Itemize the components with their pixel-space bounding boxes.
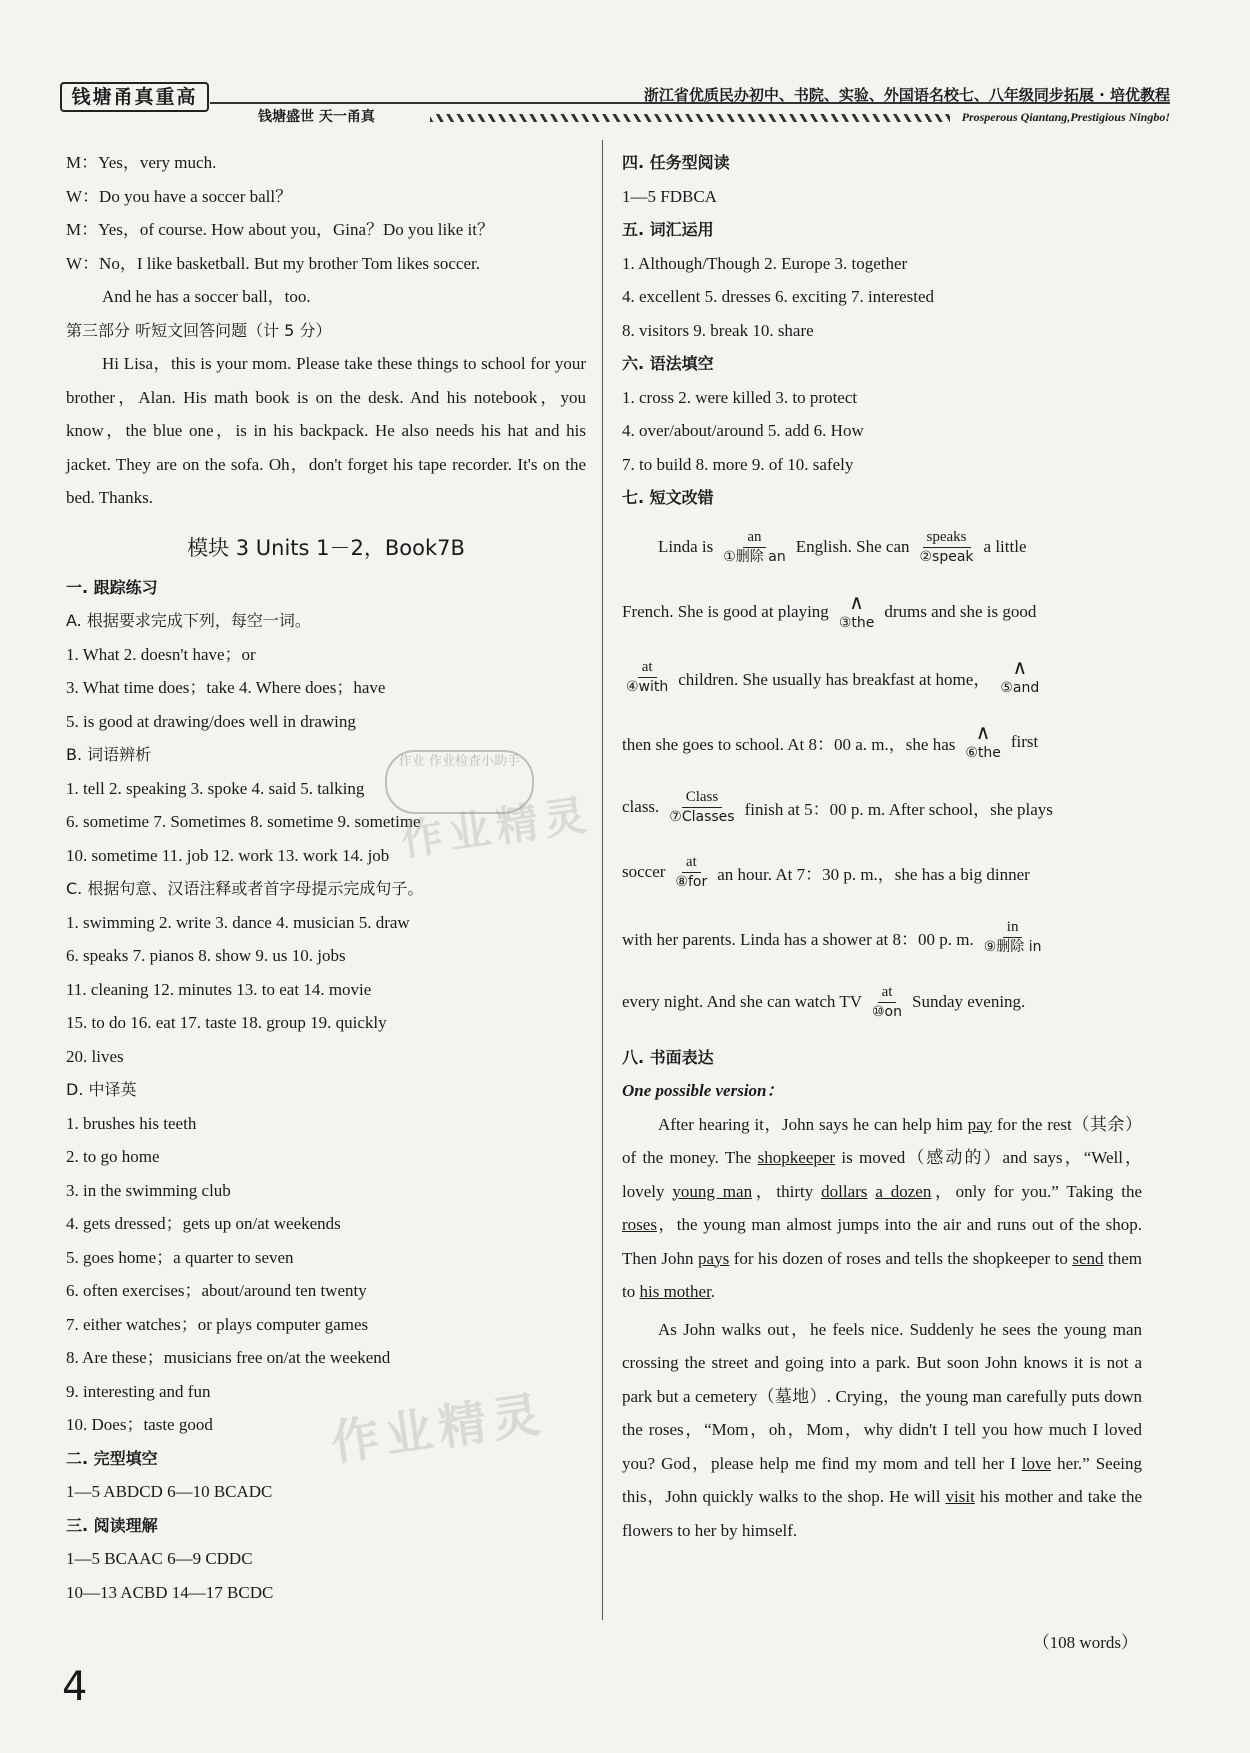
answer-line: 9. interesting and fun (66, 1381, 211, 1401)
correction-mark: $\frac{at}{\text{⑧for}}$ (675, 853, 708, 890)
correction-mark: ∧ ⑤and (1000, 656, 1040, 696)
word-count: （108 words） (1032, 1633, 1138, 1652)
subsection-heading: A. 根据要求完成下列，每空一词。 (66, 611, 311, 630)
section-heading: 三. 阅读理解 (66, 1515, 158, 1535)
correction-passage (622, 515, 1142, 1035)
section-heading: 一. 跟踪练习 (66, 577, 158, 597)
answer-line: 4. gets dressed；gets up on/at weekends (66, 1214, 341, 1233)
series-logo: 钱塘甬真重高 (60, 82, 209, 112)
essay-paragraph: As John walks out，he feels nice. Suddenly he sees the young man crossing the street and going into a park. But soon John knows it is not a park but a cemetery（墓地）. Crying，the young man carefully puts down the roses，“Mom，oh，Mom，why didn't I tell you how much I loved you? God，please help me find my mom and tell her I love her.” Seeing this，John quickly walks to the shop. He will visit his mother and take the flowers to her by himself. (622, 1319, 1143, 1540)
section-heading: 六. 语法填空 (622, 354, 714, 373)
section-heading: 七. 短文改错 (622, 488, 714, 507)
correction-line: soccer $\frac{at}{\text{⑧for}}$ an hour. At 7：30 p. m.，she has a big dinner (622, 853, 1030, 890)
module-title: 模块 3 Units 1－2，Book7B (187, 535, 465, 560)
answer-line: 1. brushes his teeth (66, 1113, 197, 1133)
answer-line: 7. either watches；or plays computer games (66, 1314, 369, 1334)
answer-line: 11. cleaning 12. minutes 13. to eat 14. movie (66, 979, 372, 999)
dialogue-line: And he has a soccer ball，too. (102, 287, 311, 306)
correction-line: with her parents. Linda has a shower at 8：00 p. m. $\frac{in}{\text{⑨删除 in}}$ (622, 905, 1142, 970)
answer-line: 7. to build 8. more 9. of 10. safely (622, 454, 854, 474)
homework-helper-stamp: 作业 作业检查小助手 (385, 750, 534, 814)
correction-line: class. $\frac{\text{Class}}{\text{⑦Classes}}$ finish at 5：00 p. m. After school，she plays (622, 788, 1053, 825)
answer-line: 3. What time does；take 4. Where does；have (66, 678, 386, 697)
correction-line: Linda is $\frac{an}{\text{①删除 an}}$ English. She can $\frac{\text{speaks}}{\text{②speak}}$ a little (658, 528, 1027, 565)
correction-mark: $\frac{at}{\text{⑩on}}$ (871, 983, 902, 1020)
logo-subtitle: 钱塘盛世 天一甬真 (258, 109, 375, 125)
series-motto: Prosperous Qiantang,Prestigious Ningbo! (961, 110, 1170, 124)
page-number: 4 (62, 1664, 88, 1710)
correction-mark: $\frac{in}{\text{⑨删除 in}}$ (983, 918, 1042, 955)
correction-mark: $\frac{\text{speaks}}{\text{②speak}}$ (919, 528, 974, 565)
answer-line: 1. cross 2. were killed 3. to protect (622, 387, 858, 407)
part3-title: 第三部分 听短文回答问题（计 5 分） (66, 320, 332, 340)
correction-mark: $\frac{at}{\text{④with}}$ (626, 658, 669, 695)
answer-line: 8. Are these；musicians free on/at the weekend (66, 1348, 391, 1367)
dialogue-line: W：Do you have a soccer ball？ (66, 186, 293, 206)
dialogue-line: W：No，I like basketball. But my brother Tom likes soccer. (66, 253, 480, 273)
answer-line: 1. swimming 2. write 3. dance 4. musician 5. draw (66, 912, 410, 932)
answer-line: 10. Does；taste good (66, 1415, 213, 1434)
column-divider (602, 140, 603, 1620)
answer-line: 2. to go home (66, 1147, 160, 1166)
watermark-text: 作业精灵 (397, 789, 595, 866)
right-column (622, 146, 1142, 1547)
answer-line: 6. speaks 7. pianos 8. show 9. us 10. jobs (66, 946, 346, 965)
subsection-heading: D. 中译英 (66, 1080, 137, 1099)
answer-line: 5. is good at drawing/does well in drawing (66, 711, 356, 731)
answer-line: 8. visitors 9. break 10. share (622, 320, 814, 340)
answer-line: 3. in the swimming club (66, 1180, 231, 1200)
section-heading: 四. 任务型阅读 (622, 153, 730, 172)
answer-line: 6. often exercises；about/around ten twenty (66, 1281, 367, 1300)
answer-line: 1. What 2. doesn't have；or (66, 644, 256, 664)
answer-line: 6. sometime 7. Sometimes 8. sometime 9. sometime (66, 812, 421, 831)
correction-line: French. She is good at playing ∧ ③the drums and she is good (622, 591, 1037, 631)
answer-line: 10—13 ACBD 14—17 BCDC (66, 1582, 274, 1602)
answer-line: 5. goes home；a quarter to seven (66, 1247, 294, 1267)
answer-line: 1—5 FDBCA (622, 186, 717, 206)
dialogue-line: M：Yes，of course. How about you，Gina？Do you like it？ (66, 220, 494, 239)
series-title: 浙江省优质民办初中、书院、实验、外国语名校七、八年级同步拓展 · 培优教程 (643, 86, 1170, 104)
essay-paragraph: After hearing it，John says he can help him pay for the rest（其余）of the money. The shopkeeper is moved（感动的）and says，“Well，lovely young man，thirty dollars a dozen，only for you.” Taking the roses，the young man almost jumps into the air and runs out of the shop. Then John pays for his dozen of roses and tells the shopkeeper to send them to his mother. (622, 1114, 1143, 1301)
answer-line: 15. to do 16. eat 17. taste 18. group 19. quickly (66, 1013, 387, 1032)
answer-line: 1—5 ABDCD 6—10 BCADC (66, 1482, 273, 1501)
page-header (60, 80, 1170, 130)
subsection-heading: C. 根据句意、汉语注释或者首字母提示完成句子。 (66, 879, 424, 898)
correction-mark: ∧ ③the (838, 591, 875, 631)
version-label: One possible version： (622, 1081, 784, 1100)
correction-line: then she goes to school. At 8：00 a. m.，she has ∧ ⑥the first (622, 721, 1039, 761)
answer-line: 1. tell 2. speaking 3. spoke 4. said 5. talking (66, 778, 365, 798)
answer-line: 10. sometime 11. job 12. work 13. work 14. job (66, 845, 390, 865)
correction-mark: ∧ ⑥the (965, 721, 1001, 761)
correction-mark: $\frac{an}{\text{①删除 an}}$ (723, 528, 786, 565)
answer-line: 1—5 BCAAC 6—9 CDDC (66, 1549, 253, 1568)
section-heading: 八. 书面表达 (622, 1047, 714, 1067)
header-hatch-decoration (430, 114, 950, 122)
answer-line: 4. excellent 5. dresses 6. exciting 7. interested (622, 287, 935, 306)
correction-line: $\frac{at}{\text{④with}}$ children. She usually has breakfast at home， ∧ ⑤and (622, 645, 1142, 710)
correction-mark: $\frac{\text{Class}}{\text{⑦Classes}}$ (669, 788, 735, 825)
correction-line: every night. And she can watch TV $\frac{at}{\text{⑩on}}$ Sunday evening. (622, 983, 1026, 1020)
answer-line: 1. Although/Though 2. Europe 3. together (622, 253, 908, 273)
section-heading: 五. 词汇运用 (622, 220, 714, 239)
part3-text: Hi Lisa，this is your mom. Please take these things to school for your brother，Alan. His math book is on the desk. And his notebook，you know，the blue one，is in his backpack. He also needs his hat and his jacket. They are on the sofa. Oh，don't forget his tape recorder. It's on the bed. Thanks. (66, 354, 586, 507)
subsection-heading: B. 词语辨析 (66, 745, 152, 764)
section-heading: 二. 完型填空 (66, 1448, 158, 1468)
dialogue-line: M：Yes，very much. (66, 153, 217, 172)
watermark-text: 作业精灵 (327, 1386, 550, 1472)
answer-line: 4. over/about/around 5. add 6. How (622, 421, 864, 440)
answer-line: 20. lives (66, 1046, 124, 1066)
